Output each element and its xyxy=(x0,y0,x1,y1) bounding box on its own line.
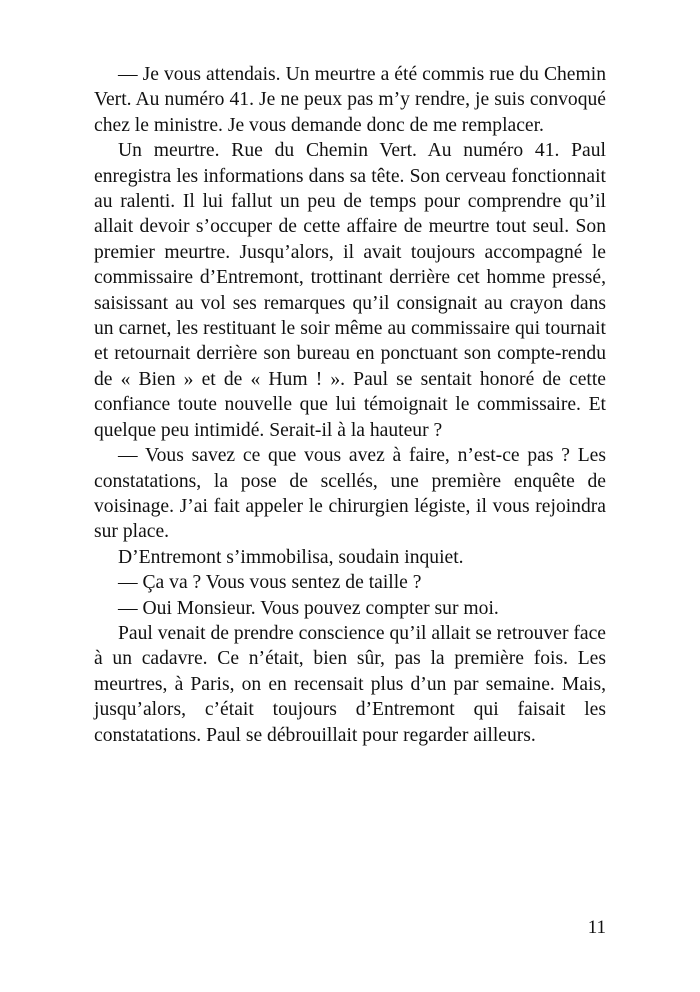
paragraph-7: Paul venait de prendre conscience qu’il allait se retrouver face à un cadavre. Ce n’était, bien sûr, pas la première fois. Les meurtres, à Paris, on en recensait plus d’un par semaine. Mais, jusqu’alors, c’était toujours d’Entremont qui faisait les constatations. Paul se débrouillait pour regarder ailleurs. xyxy=(94,622,606,746)
paragraph-4: D’Entremont s’immobilisa, soudain inquiet. xyxy=(118,546,464,568)
page-number: 11 xyxy=(587,917,606,938)
paragraph-1: — Je vous attendais. Un meurtre a été commis rue du Chemin Vert. Au numéro 41. Je ne peux pas m’y rendre, je suis convoqué chez le ministre. Je vous demande donc de me remplacer. xyxy=(94,64,606,136)
paragraph-5: — Ça va ? Vous vous sentez de taille ? xyxy=(118,572,422,594)
paragraph-3: — Vous savez ce que vous avez à faire, n’est-ce pas ? Les constatations, la pose de scellés, une première enquête de voisinage. J’ai fait appeler le chirurgien légiste, il vous rejoindra sur place. xyxy=(94,445,606,543)
paragraph-6: — Oui Monsieur. Vous pouvez compter sur moi. xyxy=(118,597,499,619)
body-text xyxy=(94,62,606,748)
paragraph-2: Un meurtre. Rue du Chemin Vert. Au numéro 41. Paul enregistra les informations dans sa tête. Son cerveau fonctionnait au ralenti. Il lui fallut un peu de temps pour comprendre qu’il allait devoir s’occuper de cette affaire de meurtre tout seul. Son premier meurtre. Jusqu’alors, il avait toujours accompagné le commissaire d’Entremont, trottinant derrière cet homme pressé, saisissant au vol ses remarques qu’il consignait au crayon dans un carnet, les restituant le soir même au commissaire qui tournait et retournait derrière son bureau en ponctuant son compte-rendu de « Bien » et de « Hum ! ». Paul se sentait honoré de cette confiance toute nouvelle que lui témoignait le commissaire. Et quelque peu intimidé. Serait-il à la hauteur ? xyxy=(94,140,606,441)
